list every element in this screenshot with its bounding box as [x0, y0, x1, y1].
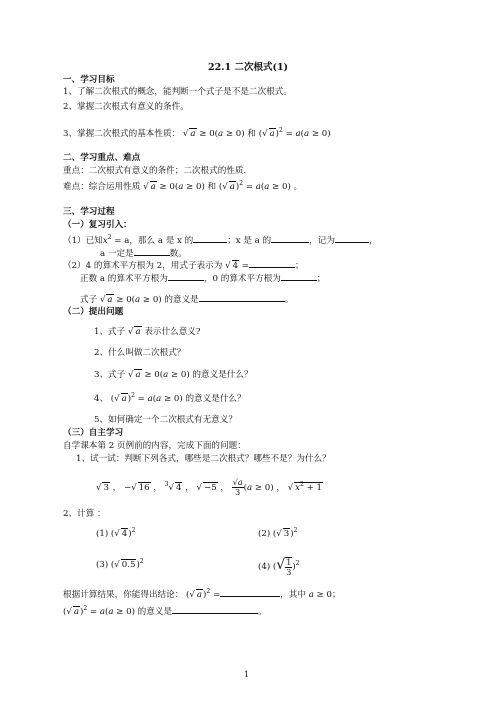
key-point: 重点：二次根式有意义的条件；二次根式的性质． — [63, 166, 253, 176]
q1-part-g: 数。 — [169, 249, 187, 259]
blank-field[interactable] — [249, 258, 295, 268]
review-question-2: （2）4 的算术平方根为 2，用式子表示为 √ 4 = ； — [63, 258, 304, 272]
calc-3-label: (3) — [96, 560, 109, 570]
calc-1-label: (1) — [96, 529, 109, 539]
conclusion-a: 根据计算结果，你能得出结论： — [63, 590, 184, 600]
q2-part-e: ，0 的算术平方根为 — [203, 274, 281, 284]
difficulty-text: 难点：综合运用性质 — [63, 182, 141, 192]
goal-3-text: 3、掌握二次根式的基本性质： — [63, 129, 181, 139]
q1-part-a: （1）已知 — [63, 236, 103, 246]
review-question-1: （1）已知$x^2 = a$，那么 a 是 x 的 ；x 是 a 的 ，记为 ， — [63, 234, 378, 246]
expressions-list: √ 3 ， −√ 16 ， $^3$√ 4 ， √ −5 ， $\frac{√a}{3}$ (a ≥ 0) ， √ $x^2 + 1$ — [96, 478, 322, 497]
section-heading-keypoints: 二、学习重点、难点 — [63, 153, 141, 163]
question-1-b: 表示什么意义? — [144, 327, 201, 337]
q2-part-c: ； — [295, 261, 304, 271]
question-4-b: 的意义是什么？ — [185, 394, 246, 404]
section-heading-process: 三、学习过程 — [63, 207, 115, 217]
blank-field[interactable] — [168, 271, 204, 281]
calc-4-label: (4) — [258, 562, 271, 572]
try-prompt: 1、试一试：判断下列各式，哪些是二次根式？哪些不是？为什么？ — [76, 454, 331, 464]
question-3-a: 3、式子 — [94, 370, 126, 380]
goal-3-and: 和 — [247, 129, 256, 139]
q2-part-i: 。 — [284, 295, 294, 305]
blank-field[interactable] — [134, 246, 170, 256]
conclusion-e: 。 — [258, 607, 267, 617]
conclusion-d: 的意义是 — [137, 607, 173, 617]
question-5: 5、如何确定一个二次根式有无意义？ — [94, 415, 237, 425]
calc-item-2: (2) (√ 3)$^2$ — [258, 527, 298, 539]
page-number: 1 — [244, 670, 250, 679]
q2-part-b: = — [241, 261, 249, 271]
question-3-b: 的意义是什么？ — [192, 370, 253, 380]
q2-part-a: （2）4 的算术平方根为 2，用式子表示为 — [63, 261, 223, 271]
goal-2: 2、掌握二次根式有意义的条件。 — [63, 102, 189, 112]
question-3: 3、式子 √ a ≥ 0(a ≥ 0) 的意义是什么？ — [94, 370, 253, 380]
blank-field[interactable] — [172, 604, 258, 614]
review-question-2-cont — [80, 271, 326, 285]
q2-part-f: ； — [316, 274, 326, 284]
calc-prompt: 2、计算 ： — [63, 509, 106, 519]
q1-part-d: ，记为 — [309, 236, 335, 246]
q1-part-f: a 一定是 — [100, 249, 134, 259]
conclusion-c: ； — [331, 590, 341, 600]
q1-part-c: ；x 是 a 的 — [227, 236, 272, 246]
conclusion-line-2: (√ a)$^2$ = a(a ≥ 0) 的意义是 。 — [63, 605, 267, 617]
section-heading-goals: 一、学习目标 — [63, 75, 115, 85]
question-4-a: 4、 — [94, 394, 109, 404]
question-2: 2、什么叫做二次根式？ — [94, 348, 186, 358]
blank-field[interactable] — [193, 233, 227, 243]
difficulty-end: 。 — [293, 182, 303, 192]
subsection-review: （一）复习引入： — [63, 220, 132, 230]
difficulty: 难点：综合运用性质 √ a ≥ 0(a ≥ 0) 和 (√ a)$^2$ = a(a ≥ 0) 。 — [63, 180, 303, 192]
question-1: 1、式子 √ a 表示什么意义? — [94, 327, 201, 337]
question-4: 4、 (√ a)$^2$ = a(a ≥ 0) 的意义是什么？ — [94, 392, 246, 404]
q2-part-g: 式子 — [80, 295, 98, 305]
blank-field[interactable] — [335, 233, 369, 243]
page-title: 22.1 二次根式(1) — [208, 62, 289, 73]
q2-part-h: 的意义是 — [164, 295, 199, 305]
subsection-self-study: （三）自主学习 — [63, 428, 124, 438]
question-1-a: 1、式子 — [94, 327, 126, 337]
calc-item-3: (3) (√ 0.5)$^2$ — [96, 558, 144, 570]
blank-field[interactable] — [199, 292, 285, 302]
calc-item-1: (1) (√ 4)$^2$ — [96, 527, 136, 539]
goal-3: 3、掌握二次根式的基本性质： √ a ≥ 0(a ≥ 0) 和 (√ a)$^2$ = a(a ≥ 0) — [63, 127, 331, 139]
conclusion-line-1: 根据计算结果，你能得出结论： (√ a)$^2$ = ，其中 a ≥ 0； — [63, 588, 341, 600]
calc-2-label: (2) — [258, 529, 271, 539]
blank-field[interactable] — [281, 271, 317, 281]
difficulty-and: 和 — [207, 182, 217, 192]
q2-part-d: 正数 a 的算术平方根为 — [80, 274, 168, 284]
q1-part-b: = a，那么 a 是 x 的 — [114, 236, 194, 246]
review-question-2-meaning: 式子 √ a ≥ 0(a ≥ 0) 的意义是 。 — [80, 292, 293, 306]
blank-field[interactable] — [220, 587, 280, 597]
goal-1: 1、了解二次根式的概念，能判断一个式子是不是二次根式。 — [63, 87, 292, 97]
conclusion-b: ，其中 — [280, 590, 306, 600]
self-study-intro: 自学课本第 2 页例前的内容，完成下面的问题： — [63, 441, 246, 451]
blank-field[interactable] — [271, 233, 309, 243]
calc-item-4: (4) (√ $\frac{1}{3}$ )$^2$ — [258, 557, 300, 577]
q1-part-e: ， — [368, 236, 378, 246]
subsection-questions: （二）提出问题 — [63, 307, 124, 317]
